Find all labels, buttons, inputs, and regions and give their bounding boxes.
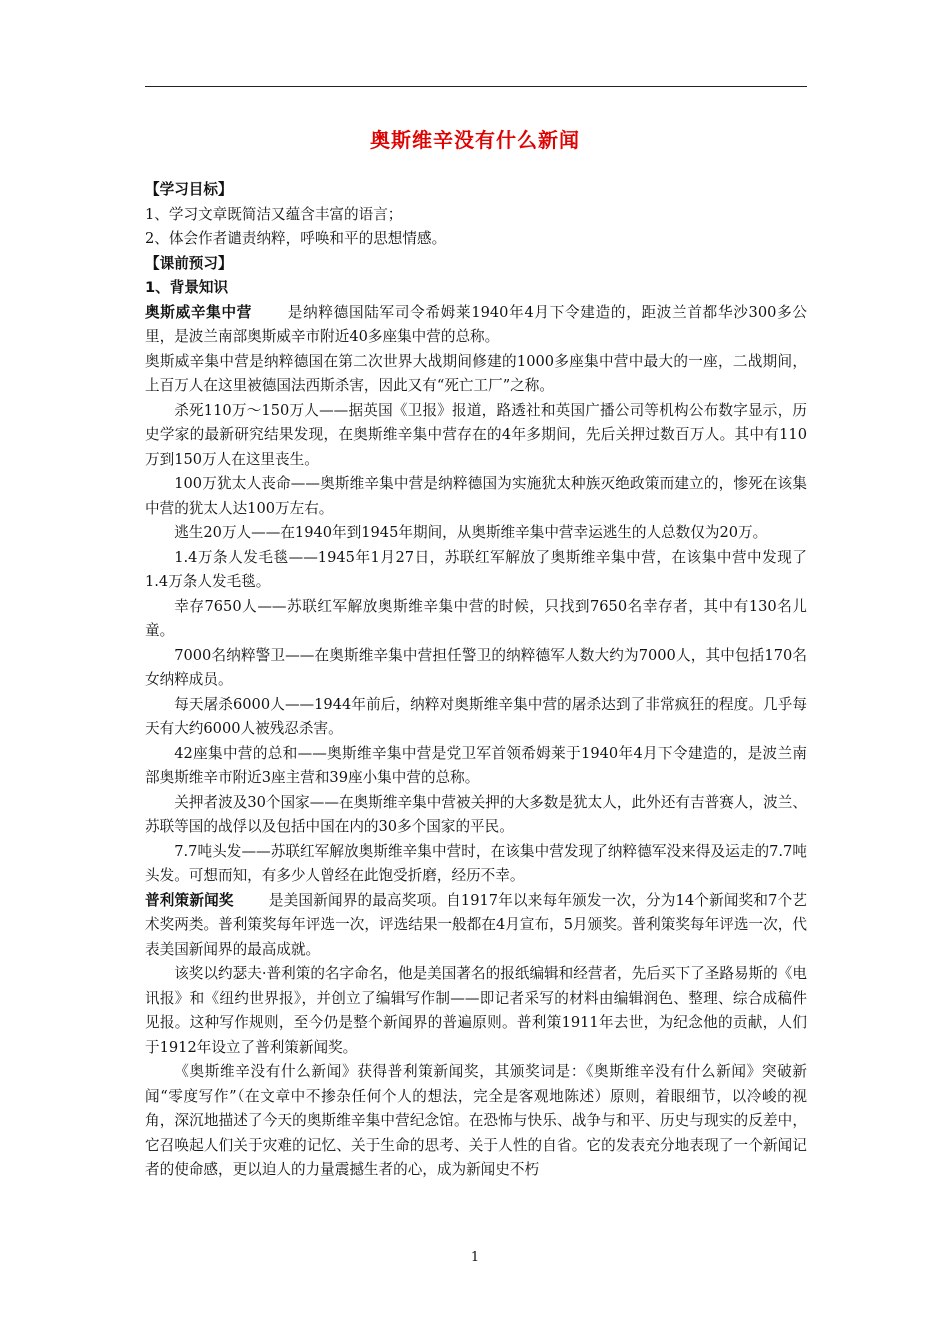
goal-item: 2、体会作者谴责纳粹，呼唤和平的思想情感。 [145,230,447,247]
page-title: 奥斯维辛没有什么新闻 [370,128,580,152]
paragraph: 7.7吨头发——苏联红军解放奥斯维辛集中营时，在该集中营发现了纳粹德军没来得及运走的7.7吨头发。可想而知，有多少人曾经在此饱受折磨，经历不幸。 [145,842,807,884]
paragraph-text: 是纳粹德国陆军司令希姆莱1940年4月下令建造的，距波兰首都华沙300多公里，是波兰南部奥斯威辛市附近40多座集中营的总称。 [145,303,807,345]
goals-heading: 【学习目标】 [145,181,233,198]
paragraph [145,301,807,350]
goal-item: 1、学习文章既简洁又蕴含丰富的语言； [145,205,403,223]
term-label: 奥斯威辛集中营 [145,303,253,321]
paragraph: 42座集中营的总和——奥斯维辛集中营是党卫军首领希姆莱于1940年4月下令建造的，是波兰南部奥斯维辛市附近3座主营和39座小集中营的总称。 [145,744,807,786]
header-rule [145,86,807,87]
paragraph: 1.4万条人发毛毯——1945年1月27日，苏联红军解放了奥斯维辛集中营，在该集中营中发现了1.4万条人发毛毯。 [145,548,807,590]
paragraph: 100万犹太人丧命——奥斯维辛集中营是纳粹德国为实施犹太种族灭绝政策而建立的，惨死在该集中营的犹太人达100万左右。 [145,475,807,517]
term-label: 普利策新闻奖 [145,891,234,909]
paragraph: 关押者波及30个国家——在奥斯维辛集中营被关押的大多数是犹太人，此外还有吉普赛人，波兰、苏联等国的战俘以及包括中国在内的30多个国家的平民。 [145,793,807,835]
paragraph: 该奖以约瑟夫·普利策的名字命名，他是美国著名的报纸编辑和经营者，先后买下了圣路易斯的《电讯报》和《纽约世界报》，并创立了编辑写作制——即记者采写的材料由编辑润色、整理、综合成稿件见报。这种写作规则，至今仍是整个新闻界的普遍原则。普利策1911年去世，为纪念他的贡献，人们于1912年设立了普利策新闻奖。 [145,965,807,1056]
paragraph: 每天屠杀6000人——1944年前后，纳粹对奥斯维辛集中营的屠杀达到了非常疯狂的程度。几乎每天有大约6000人被残忍杀害。 [145,695,807,737]
paragraph: 奥斯威辛集中营是纳粹德国在第二次世界大战期间修建的1000多座集中营中最大的一座，二战期间，上百万人在这里被德国法西斯杀害，因此又有“死亡工厂”之称。 [145,352,807,394]
paragraph: 杀死110万～150万人——据英国《卫报》报道，路透社和英国广播公司等机构公布数字显示，历史学家的最新研究结果发现，在奥斯维辛集中营存在的4年多期间，先后关押过数百万人。其中有110万到150万人在这里丧生。 [145,401,807,468]
paragraph: 7000名纳粹警卫——在奥斯维辛集中营担任警卫的纳粹德军人数大约为7000人，其中包括170名女纳粹成员。 [145,646,807,688]
background-heading: 1、背景知识 [145,279,229,296]
paragraph: 《奥斯维辛没有什么新闻》获得普利策新闻奖，其颁奖词是：《奥斯维辛没有什么新闻》突破新闻“零度写作”（在文章中不掺杂任何个人的想法，完全是客观地陈述）原则，着眼细节，以冷峻的视角，深沉地描述了今天的奥斯维辛集中营纪念馆。在恐怖与快乐、战争与和平、历史与现实的反差中，它召唤起人们关于灾难的记忆、关于生命的思考、关于人性的自省。它的发表充分地表现了一个新闻记者的使命感，更以迫人的力量震撼生者的心，成为新闻史不朽 [145,1063,807,1178]
document-body [145,178,807,1183]
page-number: 1 [470,1250,480,1265]
paragraph: 逃生20万人——在1940年到1945年期间，从奥斯维辛集中营幸运逃生的人总数仅为20万。 [174,524,768,541]
paragraph [145,889,807,963]
paragraph: 幸存7650人——苏联红军解放奥斯维辛集中营的时候，只找到7650名幸存者，其中有130名儿童。 [145,597,807,639]
paragraph-text: 是美国新闻界的最高奖项。自1917年以来每年颁发一次，分为14个新闻奖和7个艺术奖两类。普利策奖每年评选一次，评选结果一般都在4月宣布，5月颁奖。普利策奖每年评选一次，代表美国新闻界的最高成就。 [145,891,807,958]
preview-heading: 【课前预习】 [145,254,233,272]
